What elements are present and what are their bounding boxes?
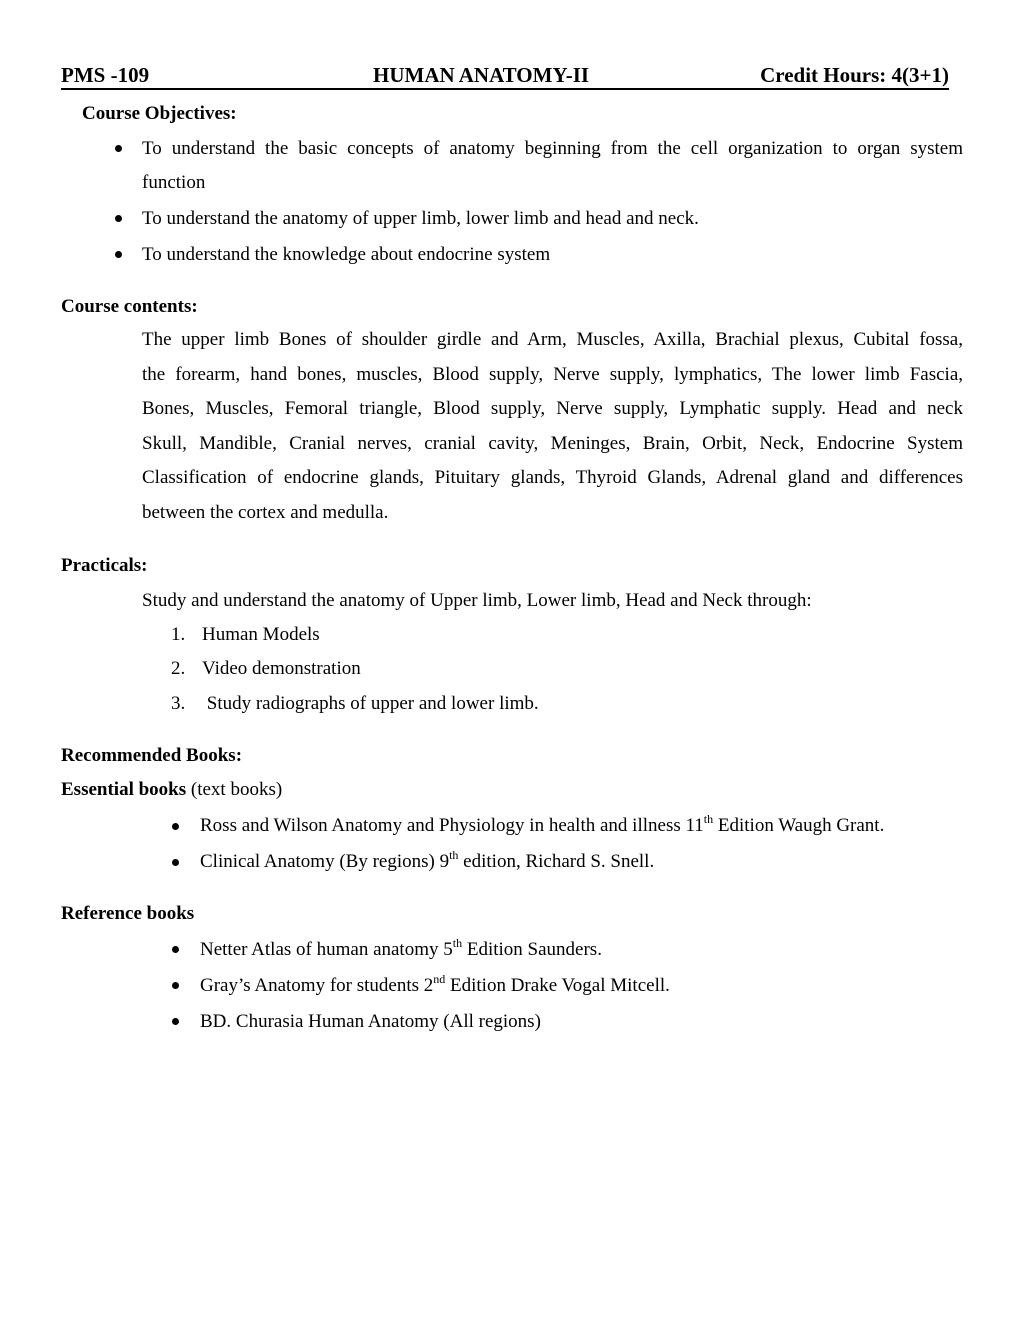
objective-item: To understand the knowledge about endocrine system [142,244,551,265]
reference-book-item [200,1010,541,1034]
book-text: Edition Waugh Grant. [713,815,885,836]
practical-item: Human Models [202,624,320,645]
credit-hours: Credit Hours: 4(3+1) [760,63,949,87]
essential-books-line [61,778,282,802]
bullet-icon [172,1018,179,1025]
contents-line: The upper limb Bones of shoulder girdle and Arm, Muscles, Axilla, Brachial plexus, Cubital fossa, [142,329,963,350]
reference-books-heading: Reference books [61,903,195,924]
objective-item: To understand the basic concepts of anatomy beginning from the cell organization to organ system [142,138,963,159]
bullet-icon [172,946,179,953]
list-number: 2. [171,658,186,679]
course-title: HUMAN ANATOMY-II [373,63,590,87]
contents-heading: Course contents: [61,296,198,317]
books-heading: Recommended Books: [61,745,243,766]
practical-item: Video demonstration [202,658,361,679]
contents-line: Classification of endocrine glands, Pituitary glands, Thyroid Glands, Adrenal gland and differences [142,467,963,488]
book-text: Gray’s Anatomy for students 2 [200,975,434,996]
practical-item: Study radiographs of upper and lower limb. [202,693,539,714]
book-text: edition, Richard S. Snell. [458,851,655,872]
bullet-icon [172,859,179,866]
contents-line: Skull, Mandible, Cranial nerves, cranial cavity, Meninges, Brain, Orbit, Neck, Endocrine System [142,432,963,454]
edition-suffix: th [703,812,714,826]
list-number: 1. [171,624,186,645]
practicals-heading: Practicals: [61,555,148,576]
edition-suffix: nd [433,972,446,986]
contents-line: the forearm, hand bones, muscles, Blood supply, Nerve supply, lymphatics, The lower limb Fascia, [142,363,963,385]
bullet-icon [115,145,122,152]
objective-item: To understand the anatomy of upper limb, lower limb and head and neck. [142,208,699,229]
bullet-icon [172,982,179,989]
course-code: PMS -109 [61,63,150,87]
reference-book-item [200,938,602,962]
book-text: Edition Drake Vogal Mitcell. [445,975,670,996]
contents-paragraph [142,323,963,530]
contents-line: between the cortex and medulla. [142,501,389,523]
contents-line: Bones, Muscles, Femoral triangle, Blood supply, Nerve supply, Lymphatic supply. Head and neck [142,398,963,419]
objective-item-continuation: function [142,172,206,193]
bullet-icon [115,251,122,258]
book-text: BD. Churasia Human Anatomy (All regions) [200,1011,541,1032]
bullet-icon [172,823,179,830]
book-text: Clinical Anatomy (By regions) 9 [200,851,450,872]
essential-book-item [200,814,884,838]
bullet-icon [115,215,122,222]
edition-suffix: th [449,848,459,862]
essential-books-note: (text books) [186,779,283,800]
book-text: Netter Atlas of human anatomy 5 [200,939,453,960]
book-text: Ross and Wilson Anatomy and Physiology in health and illness 11 [200,815,704,836]
essential-books-heading: Essential books [61,779,187,800]
objectives-heading: Course Objectives: [82,103,237,124]
practicals-intro: Study and understand the anatomy of Upper limb, Lower limb, Head and Neck through: [142,590,812,611]
essential-book-item [200,850,654,874]
edition-suffix: th [452,936,463,950]
book-text: Edition Saunders. [462,939,602,960]
reference-book-item [200,974,670,998]
course-header [61,62,949,90]
list-number: 3. [171,693,186,714]
